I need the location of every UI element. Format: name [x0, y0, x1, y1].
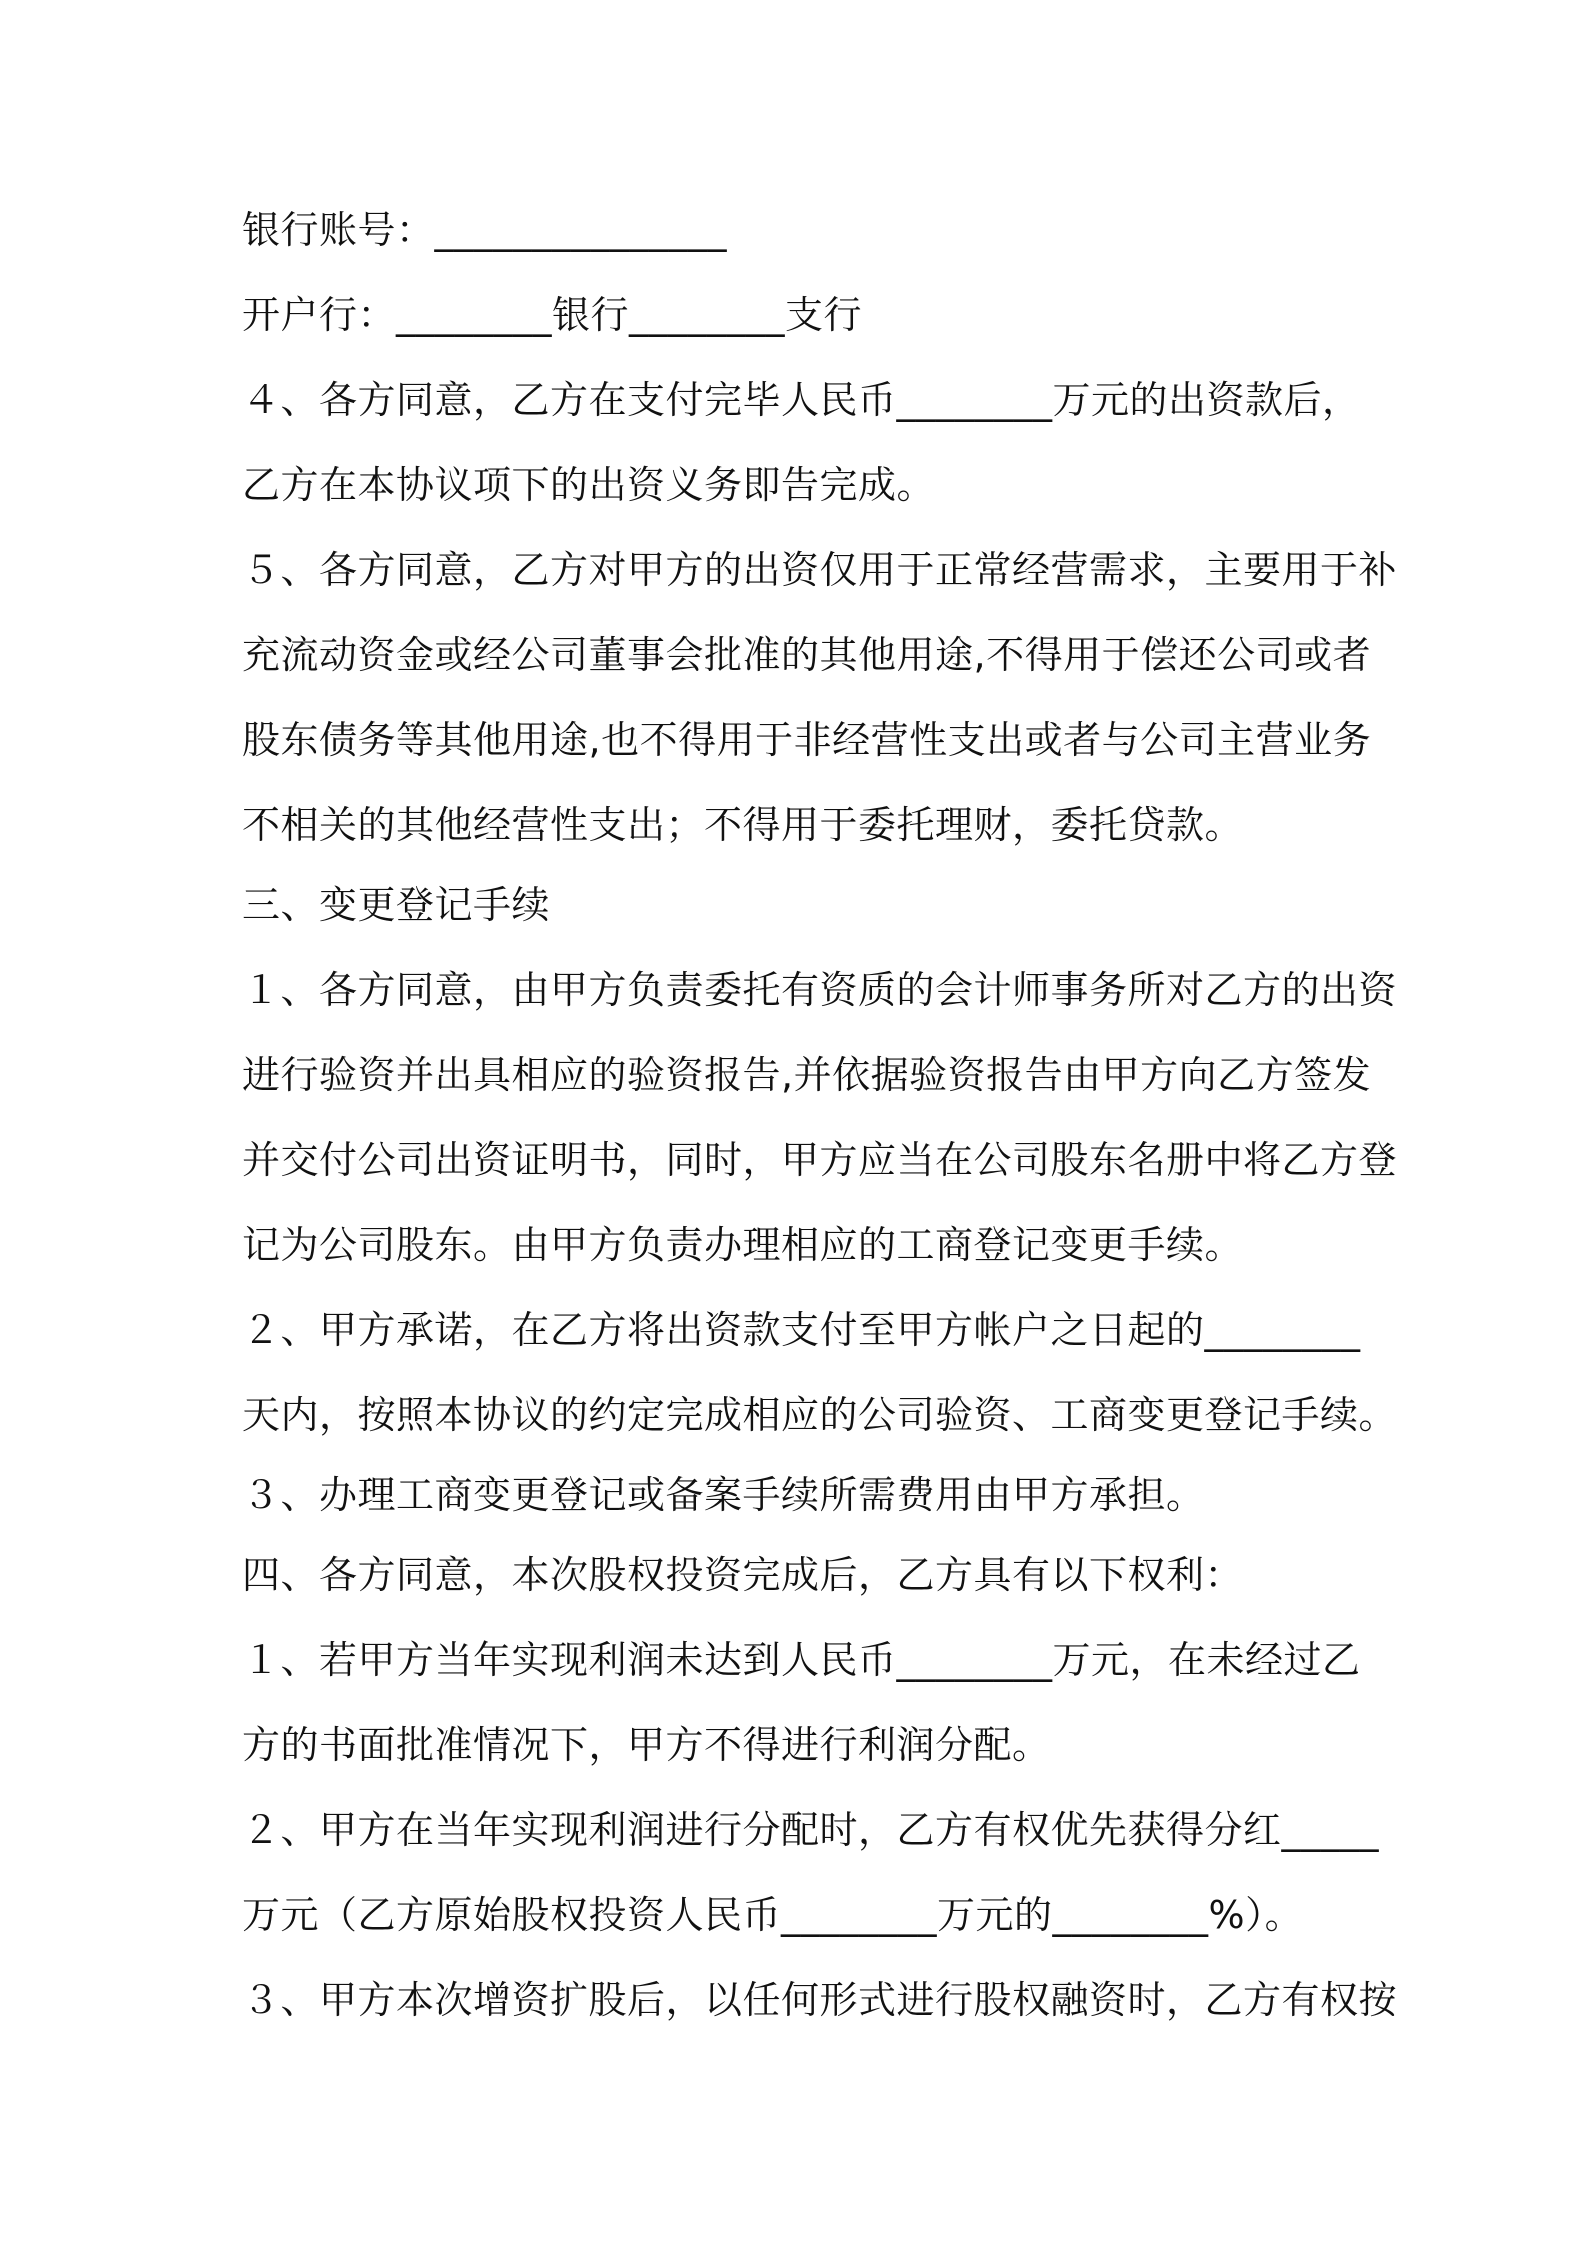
text-line: ３、甲方本次增资扩股后，以任何形式进行股权融资时，乙方有权按 — [242, 1978, 1398, 2022]
text-line: １、若甲方当年实现利润未达到人民币________万元，在未经过乙 — [242, 1638, 1361, 1682]
text-line: ５、各方同意，乙方对甲方的出资仅用于正常经营需求，主要用于补 — [242, 548, 1398, 592]
text-line: 不相关的其他经营性支出；不得用于委托理财，委托贷款。 — [242, 803, 1244, 847]
text-line: 银行账号：_______________ — [242, 208, 728, 252]
text-line: １、各方同意，由甲方负责委托有资质的会计师事务所对乙方的出资 — [242, 968, 1398, 1012]
text-line: 开户行：________银行________支行 — [242, 293, 863, 337]
text-line: 进行验资并出具相应的验资报告,并依据验资报告由甲方向乙方签发 — [242, 1053, 1372, 1097]
text-line: ４、各方同意，乙方在支付完毕人民币________万元的出资款后， — [242, 378, 1361, 422]
text-line: ２、甲方在当年实现利润进行分配时，乙方有权优先获得分红_____ — [242, 1808, 1380, 1852]
text-line: ３、办理工商变更登记或备案手续所需费用由甲方承担。 — [242, 1473, 1205, 1517]
text-line: 并交付公司出资证明书，同时，甲方应当在公司股东名册中将乙方登 — [242, 1138, 1398, 1182]
text-line: 天内，按照本协议的约定完成相应的公司验资、工商变更登记手续。 — [242, 1393, 1398, 1437]
section-heading: 四、各方同意，本次股权投资完成后，乙方具有以下权利： — [242, 1553, 1244, 1597]
section-heading: 三、变更登记手续 — [242, 883, 551, 927]
text-line: 记为公司股东。由甲方负责办理相应的工商登记变更手续。 — [242, 1223, 1244, 1267]
text-line: 万元（乙方原始股权投资人民币________万元的________%）。 — [242, 1893, 1304, 1937]
text-line: 股东债务等其他用途,也不得用于非经营性支出或者与公司主营业务 — [242, 718, 1372, 762]
text-line: 乙方在本协议项下的出资义务即告完成。 — [242, 463, 936, 507]
text-line: 方的书面批准情况下，甲方不得进行利润分配。 — [242, 1723, 1051, 1767]
text-line: 充流动资金或经公司董事会批准的其他用途,不得用于偿还公司或者 — [242, 633, 1372, 677]
text-line: ２、甲方承诺，在乙方将出资款支付至甲方帐户之日起的________ — [242, 1308, 1361, 1352]
